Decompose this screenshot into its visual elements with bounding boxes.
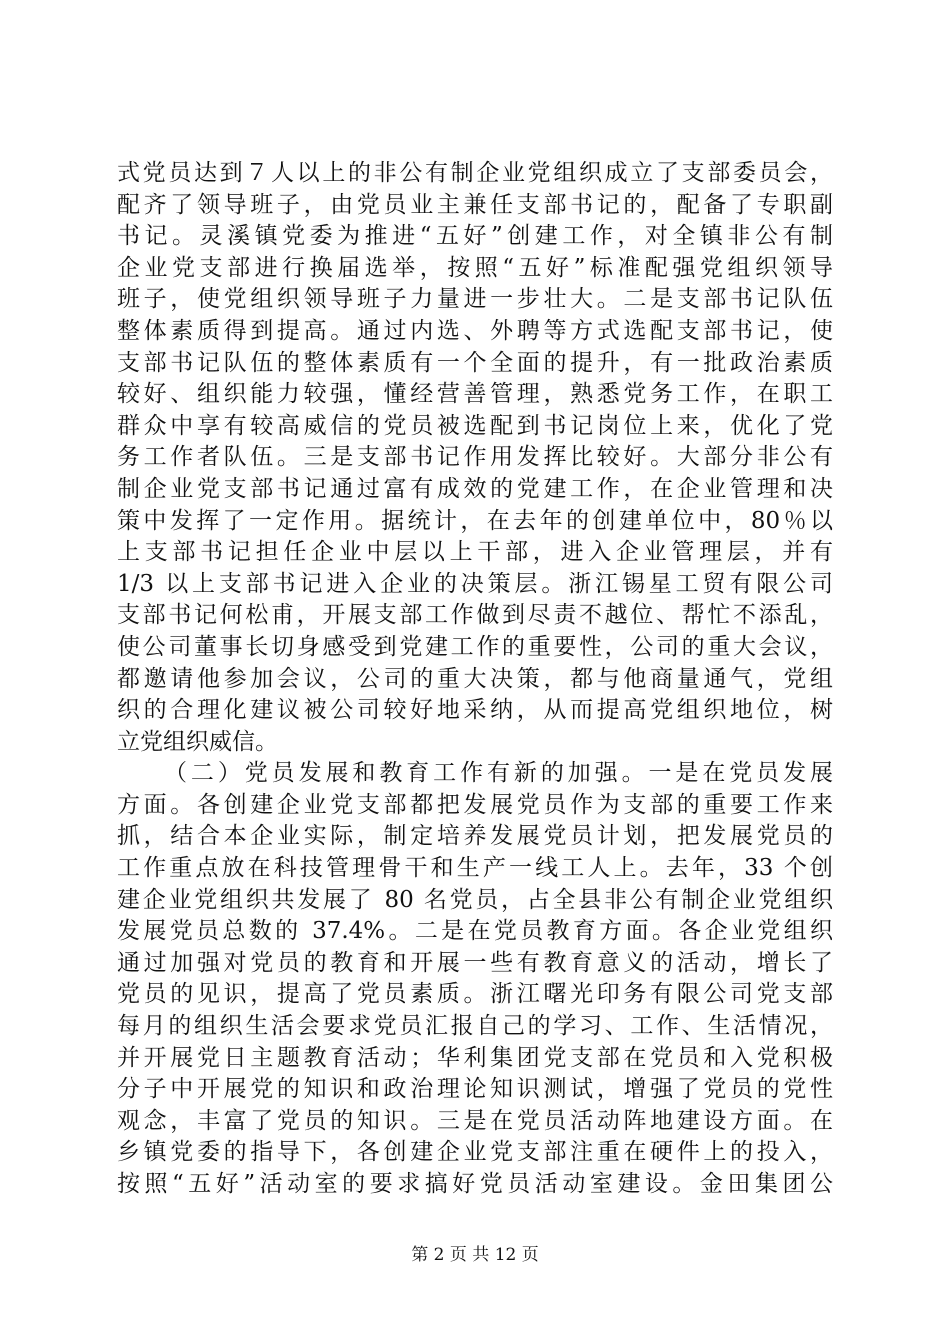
text-line: 并开展党日主题教育活动；华利集团党支部在党员和入党积极 <box>117 1044 833 1071</box>
text-line: 策中发挥了一定作用。据统计，在去年的创建单位中，80％以 <box>117 507 833 534</box>
text-line: 按照“五好”活动室的要求搞好党员活动室建设。金田集团公 <box>117 1171 833 1197</box>
text-line: 通过加强对党员的教育和开展一些有教育意义的活动，增长了 <box>117 949 833 976</box>
text-line: 务工作者队伍。三是支部书记作用发挥比较好。大部分非公有 <box>117 444 833 471</box>
paragraph-1 <box>117 158 833 758</box>
page-footer <box>0 1243 950 1267</box>
text-line: 式党员达到７人以上的非公有制企业党组织成立了支部委员会， <box>117 160 833 186</box>
text-line: 每月的组织生活会要求党员汇报自己的学习、工作、生活情况， <box>117 1013 833 1040</box>
text-line: 方面。各创建企业党支部都把发展党员作为支部的重要工作来 <box>117 791 833 818</box>
text-line: 支部书记队伍的整体素质有一个全面的提升，有一批政治素质 <box>117 349 833 376</box>
text-line: 群众中享有较高威信的党员被选配到书记岗位上来，优化了党 <box>117 412 833 439</box>
text-line: 制企业党支部书记通过富有成效的党建工作，在企业管理和决 <box>117 475 833 502</box>
text-line: 班子，使党组织领导班子力量进一步壮大。二是支部书记队伍 <box>117 286 833 313</box>
text-line: 较好、组织能力较强，懂经营善管理，熟悉党务工作，在职工 <box>117 381 833 408</box>
text-line: 支部书记何松甫，开展支部工作做到尽责不越位、帮忙不添乱， <box>117 602 833 629</box>
text-line: 书记。灵溪镇党委为推进“五好”创建工作，对全镇非公有制 <box>117 223 833 250</box>
text-line: 乡镇党委的指导下，各创建企业党支部注重在硬件上的投入， <box>117 1139 833 1166</box>
text-line: 织的合理化建议被公司较好地采纳，从而提高党组织地位，树 <box>117 697 833 724</box>
text-line: 立党组织威信。 <box>117 728 278 755</box>
text-line: （二）党员发展和教育工作有新的加强。一是在党员发展 <box>164 760 833 787</box>
text-line: 使公司董事长切身感受到党建工作的重要性，公司的重大会议， <box>117 633 833 660</box>
paragraph-2 <box>117 758 833 1200</box>
text-line: 都邀请他参加会议，公司的重大决策，都与他商量通气，党组 <box>117 665 833 692</box>
text-line: 观念，丰富了党员的知识。三是在党员活动阵地建设方面。在 <box>117 1107 833 1134</box>
text-line: 党员的见识，提高了党员素质。浙江曙光印务有限公司党支部 <box>117 981 833 1008</box>
page-number: 第 2 页 共 12 页 <box>411 1245 539 1265</box>
text-line: 配齐了领导班子，由党员业主兼任支部书记的，配备了专职副 <box>117 191 833 218</box>
text-line: 建企业党组织共发展了 80 名党员，占全县非公有制企业党组织 <box>117 886 833 913</box>
text-line: 发展党员总数的 37.4%。二是在党员教育方面。各企业党组织 <box>117 918 833 945</box>
text-line: 企业党支部进行换届选举，按照“五好”标准配强党组织领导 <box>117 254 833 281</box>
body-text <box>117 158 833 1201</box>
text-line: 分子中开展党的知识和政治理论知识测试，增强了党员的党性 <box>117 1076 833 1103</box>
text-line: 抓，结合本企业实际，制定培养发展党员计划，把发展党员的 <box>117 823 833 850</box>
text-line: 整体素质得到提高。通过内选、外聘等方式选配支部书记，使 <box>117 317 833 344</box>
text-line: 1/3 以上支部书记进入企业的决策层。浙江锡星工贸有限公司 <box>117 570 833 597</box>
text-line: 工作重点放在科技管理骨干和生产一线工人上。去年，33 个创 <box>117 855 833 882</box>
text-line: 上支部书记担任企业中层以上干部，进入企业管理层，并有 <box>117 539 833 566</box>
